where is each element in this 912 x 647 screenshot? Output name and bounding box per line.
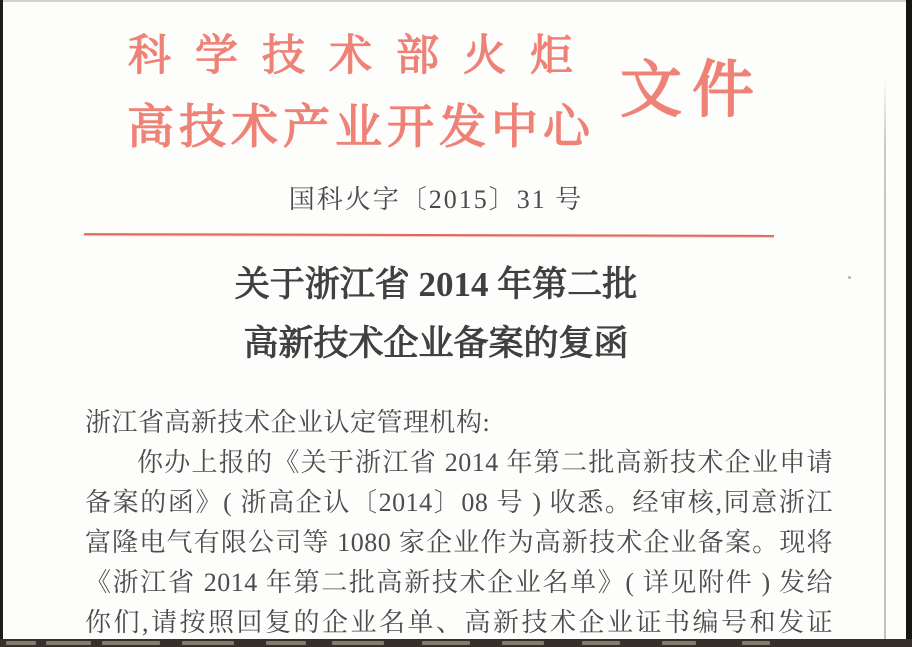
- body-line: 你办上报的《关于浙江省 2014 年第二批高新技术企业申请: [137, 448, 833, 477]
- letterhead-agency-line1: 科学技术部火炬: [128, 33, 597, 80]
- document-title-line1: 关于浙江省 2014 年第二批: [234, 265, 638, 304]
- body-line: 富隆电气有限公司等 1080 家企业作为高新技术企业备案。现将: [85, 528, 833, 557]
- document-title: [86, 255, 786, 373]
- letterhead-document-label: 文件: [620, 57, 765, 125]
- salutation-line: 浙江省高新技术企业认定管理机构:: [85, 408, 491, 437]
- document-body: [85, 403, 833, 643]
- letterhead-agency-line2: 高技术产业开发中心: [127, 102, 595, 154]
- body-line: 你们,请按照回复的企业名单、高新技术企业证书编号和发证: [85, 608, 833, 637]
- scan-edge-right: [906, 0, 912, 647]
- paper-fold-line: [884, 78, 886, 647]
- red-separator-rule: [84, 233, 774, 237]
- scan-cutoff-bar: [0, 639, 912, 647]
- body-line: 《浙江省 2014 年第二批高新技术企业名单》( 详见附件 ) 发给: [85, 568, 833, 597]
- scan-edge-top: [0, 0, 912, 2]
- document-title-line2: 高新技术企业备案的复函: [243, 324, 629, 363]
- body-line: 备案的函》( 浙高企认〔2014〕08 号 ) 收悉。经审核,同意浙江: [85, 488, 833, 517]
- scan-speck: [848, 276, 851, 279]
- scan-edge-left: [0, 0, 3, 647]
- document-number: 国科火字〔2015〕31 号: [288, 185, 584, 214]
